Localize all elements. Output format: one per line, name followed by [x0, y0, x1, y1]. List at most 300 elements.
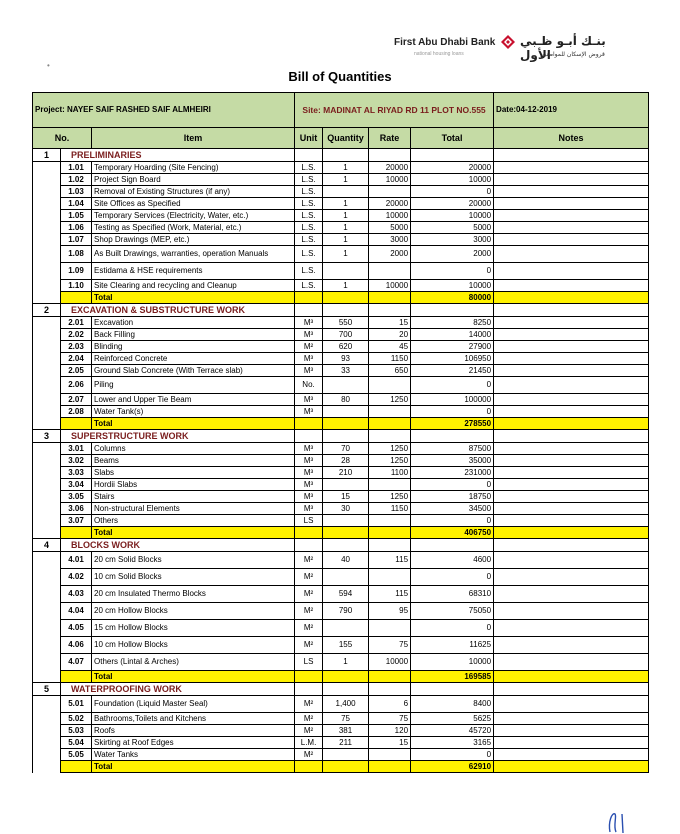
table-row — [33, 234, 649, 246]
item-notes — [494, 749, 649, 761]
item-code: 1.10 — [61, 280, 92, 292]
item-rate: 3000 — [369, 234, 411, 246]
item-description: Blinding — [92, 341, 295, 353]
item-notes — [494, 222, 649, 234]
section-name: PRELIMINARIES — [61, 149, 295, 162]
indent-cell — [33, 162, 61, 174]
item-unit: LS — [295, 515, 323, 527]
item-code: 3.04 — [61, 479, 92, 491]
table-row — [33, 725, 649, 737]
item-unit: M³ — [295, 394, 323, 406]
item-total: 27900 — [411, 341, 494, 353]
item-quantity: 70 — [323, 443, 369, 455]
item-quantity — [323, 749, 369, 761]
section-header-row — [33, 539, 649, 552]
item-unit: L.S. — [295, 263, 323, 280]
item-total: 106950 — [411, 353, 494, 365]
item-quantity — [323, 377, 369, 394]
empty-cell — [494, 418, 649, 430]
empty-cell — [494, 761, 649, 773]
item-total: 21450 — [411, 365, 494, 377]
col-item-header: Item — [92, 128, 295, 149]
item-quantity: 210 — [323, 467, 369, 479]
site-name: Site: MADINAT AL RIYAD RD 11 PLOT NO.555 — [295, 93, 494, 128]
indent-cell — [33, 394, 61, 406]
indent-cell — [33, 377, 61, 394]
item-description: Ground Slab Concrete (With Terrace slab) — [92, 365, 295, 377]
item-notes — [494, 491, 649, 503]
item-unit: M² — [295, 341, 323, 353]
item-code: 1.08 — [61, 246, 92, 263]
empty-cell — [323, 683, 369, 696]
item-quantity: 1 — [323, 222, 369, 234]
indent-cell — [33, 725, 61, 737]
empty-cell — [323, 292, 369, 304]
item-description: Water Tank(s) — [92, 406, 295, 418]
item-total: 10000 — [411, 210, 494, 222]
section-number: 4 — [33, 539, 61, 552]
item-quantity — [323, 406, 369, 418]
item-rate: 15 — [369, 317, 411, 329]
indent-cell — [33, 552, 61, 569]
empty-cell — [411, 683, 494, 696]
item-quantity: 1 — [323, 210, 369, 222]
table-row — [33, 654, 649, 671]
item-unit: L.S. — [295, 246, 323, 263]
section-header-row — [33, 149, 649, 162]
empty-cell — [369, 149, 411, 162]
item-code: 1.07 — [61, 234, 92, 246]
item-total: 8250 — [411, 317, 494, 329]
empty-cell — [323, 149, 369, 162]
section-total-label: Total — [92, 527, 295, 539]
item-notes — [494, 654, 649, 671]
table-row — [33, 353, 649, 365]
item-code: 1.01 — [61, 162, 92, 174]
item-quantity: 1 — [323, 654, 369, 671]
item-rate: 1250 — [369, 455, 411, 467]
item-notes — [494, 603, 649, 620]
item-unit: M² — [295, 637, 323, 654]
item-notes — [494, 586, 649, 603]
section-total-row — [33, 418, 649, 430]
item-description: Reinforced Concrete — [92, 353, 295, 365]
item-quantity: 1 — [323, 280, 369, 292]
item-code: 3.05 — [61, 491, 92, 503]
table-row — [33, 341, 649, 353]
column-header-row — [33, 128, 649, 149]
table-row — [33, 696, 649, 713]
item-total: 5000 — [411, 222, 494, 234]
item-rate — [369, 406, 411, 418]
item-total: 0 — [411, 186, 494, 198]
item-total: 45720 — [411, 725, 494, 737]
item-quantity — [323, 479, 369, 491]
indent-cell — [33, 527, 61, 539]
section-total-value: 278550 — [411, 418, 494, 430]
item-description: As Built Drawings, warranties, operation Manuals — [92, 246, 295, 263]
page-title: Bill of Quantities — [288, 69, 392, 84]
item-rate: 10000 — [369, 174, 411, 186]
empty-cell — [323, 304, 369, 317]
empty-cell — [494, 304, 649, 317]
item-rate — [369, 479, 411, 491]
item-notes — [494, 737, 649, 749]
item-quantity — [323, 186, 369, 198]
item-notes — [494, 198, 649, 210]
item-quantity: 620 — [323, 341, 369, 353]
item-rate: 1250 — [369, 394, 411, 406]
item-unit: No. — [295, 377, 323, 394]
item-code: 2.04 — [61, 353, 92, 365]
indent-cell — [33, 671, 61, 683]
item-notes — [494, 552, 649, 569]
item-rate — [369, 569, 411, 586]
empty-cell — [295, 539, 323, 552]
bill-of-quantities-table — [32, 92, 649, 773]
item-code: 3.06 — [61, 503, 92, 515]
item-code: 4.05 — [61, 620, 92, 637]
item-unit: M³ — [295, 491, 323, 503]
item-total: 0 — [411, 620, 494, 637]
indent-cell — [33, 586, 61, 603]
table-row — [33, 479, 649, 491]
empty-cell — [323, 761, 369, 773]
item-rate: 45 — [369, 341, 411, 353]
table-row — [33, 749, 649, 761]
section-header-row — [33, 683, 649, 696]
indent-cell — [33, 620, 61, 637]
item-unit: L.S. — [295, 234, 323, 246]
item-rate: 15 — [369, 737, 411, 749]
indent-cell — [33, 737, 61, 749]
item-notes — [494, 341, 649, 353]
item-unit: M² — [295, 713, 323, 725]
item-code: 3.07 — [61, 515, 92, 527]
item-total: 0 — [411, 406, 494, 418]
item-notes — [494, 162, 649, 174]
item-quantity: 1 — [323, 162, 369, 174]
indent-cell — [33, 353, 61, 365]
empty-cell — [411, 430, 494, 443]
empty-cell — [494, 671, 649, 683]
item-total: 2000 — [411, 246, 494, 263]
empty-cell — [369, 539, 411, 552]
item-rate: 1250 — [369, 443, 411, 455]
item-notes — [494, 394, 649, 406]
item-rate: 20 — [369, 329, 411, 341]
item-description: 20 cm Hollow Blocks — [92, 603, 295, 620]
item-notes — [494, 406, 649, 418]
item-description: Others — [92, 515, 295, 527]
item-description: Temporary Services (Electricity, Water, etc.) — [92, 210, 295, 222]
indent-cell — [33, 713, 61, 725]
empty-cell — [494, 539, 649, 552]
item-rate — [369, 186, 411, 198]
section-total-row — [33, 527, 649, 539]
table-row — [33, 713, 649, 725]
item-rate: 120 — [369, 725, 411, 737]
item-unit: L.S. — [295, 162, 323, 174]
indent-cell — [33, 503, 61, 515]
indent-cell — [33, 246, 61, 263]
table-row — [33, 198, 649, 210]
item-quantity: 211 — [323, 737, 369, 749]
item-notes — [494, 503, 649, 515]
item-description: Foundation (Liquid Master Seal) — [92, 696, 295, 713]
item-quantity: 700 — [323, 329, 369, 341]
item-notes — [494, 515, 649, 527]
empty-cell — [494, 683, 649, 696]
item-code: 4.04 — [61, 603, 92, 620]
empty-cell — [369, 304, 411, 317]
empty-cell — [411, 149, 494, 162]
empty-cell — [369, 430, 411, 443]
item-unit: M³ — [295, 467, 323, 479]
item-unit: L.S. — [295, 186, 323, 198]
item-notes — [494, 174, 649, 186]
indent-cell — [33, 491, 61, 503]
table-row — [33, 467, 649, 479]
item-notes — [494, 377, 649, 394]
item-quantity: 93 — [323, 353, 369, 365]
item-code: 4.01 — [61, 552, 92, 569]
empty-cell — [61, 418, 92, 430]
table-row — [33, 455, 649, 467]
item-rate: 115 — [369, 586, 411, 603]
item-notes — [494, 329, 649, 341]
item-total: 20000 — [411, 198, 494, 210]
item-unit: L.S. — [295, 198, 323, 210]
item-quantity: 80 — [323, 394, 369, 406]
section-total-label: Total — [92, 418, 295, 430]
empty-cell — [494, 527, 649, 539]
item-description: Shop Drawings (MEP, etc.) — [92, 234, 295, 246]
table-row — [33, 365, 649, 377]
item-unit: L.S. — [295, 210, 323, 222]
item-description: Project Sign Board — [92, 174, 295, 186]
empty-cell — [295, 683, 323, 696]
indent-cell — [33, 418, 61, 430]
item-rate — [369, 263, 411, 280]
item-unit: LS — [295, 654, 323, 671]
section-name: EXCAVATION & SUBSTRUCTURE WORK — [61, 304, 295, 317]
item-description: 15 cm Hollow Blocks — [92, 620, 295, 637]
col-rate-header: Rate — [369, 128, 411, 149]
table-row — [33, 329, 649, 341]
indent-cell — [33, 455, 61, 467]
indent-cell — [33, 186, 61, 198]
item-code: 1.06 — [61, 222, 92, 234]
table-row — [33, 246, 649, 263]
section-name: WATERPROOFING WORK — [61, 683, 295, 696]
table-row — [33, 210, 649, 222]
item-unit: M² — [295, 603, 323, 620]
indent-cell — [33, 654, 61, 671]
item-total: 10000 — [411, 174, 494, 186]
item-quantity: 28 — [323, 455, 369, 467]
item-description: Non-structural Elements — [92, 503, 295, 515]
section-number: 5 — [33, 683, 61, 696]
indent-cell — [33, 749, 61, 761]
indent-cell — [33, 198, 61, 210]
item-code: 2.03 — [61, 341, 92, 353]
item-quantity: 40 — [323, 552, 369, 569]
project-name: Project: NAYEF SAIF RASHED SAIF ALMHEIRI — [33, 93, 295, 128]
item-code: 1.09 — [61, 263, 92, 280]
empty-cell — [369, 292, 411, 304]
item-quantity: 33 — [323, 365, 369, 377]
item-total: 10000 — [411, 654, 494, 671]
item-code: 5.03 — [61, 725, 92, 737]
indent-cell — [33, 406, 61, 418]
item-code: 4.03 — [61, 586, 92, 603]
item-quantity: 1,400 — [323, 696, 369, 713]
item-rate: 1150 — [369, 353, 411, 365]
table-row — [33, 503, 649, 515]
item-unit: M³ — [295, 365, 323, 377]
table-row — [33, 377, 649, 394]
item-description: Removal of Existing Structures (if any) — [92, 186, 295, 198]
empty-cell — [494, 292, 649, 304]
item-total: 0 — [411, 263, 494, 280]
empty-cell — [369, 671, 411, 683]
item-code: 1.02 — [61, 174, 92, 186]
section-number: 1 — [33, 149, 61, 162]
col-quantity-header: Quantity — [323, 128, 369, 149]
item-total: 4600 — [411, 552, 494, 569]
indent-cell — [33, 515, 61, 527]
empty-cell — [295, 527, 323, 539]
item-code: 5.02 — [61, 713, 92, 725]
section-name: SUPERSTRUCTURE WORK — [61, 430, 295, 443]
table-row — [33, 443, 649, 455]
item-rate — [369, 749, 411, 761]
bank-logo — [394, 34, 624, 66]
item-rate: 10000 — [369, 210, 411, 222]
item-total: 0 — [411, 569, 494, 586]
item-total: 11625 — [411, 637, 494, 654]
item-quantity: 30 — [323, 503, 369, 515]
indent-cell — [33, 263, 61, 280]
item-rate: 115 — [369, 552, 411, 569]
item-unit: M² — [295, 620, 323, 637]
item-notes — [494, 234, 649, 246]
empty-cell — [323, 527, 369, 539]
section-number: 2 — [33, 304, 61, 317]
item-total: 0 — [411, 479, 494, 491]
empty-cell — [411, 539, 494, 552]
table-row — [33, 737, 649, 749]
item-total: 14000 — [411, 329, 494, 341]
bank-subtitle-ar: قروض الإسكان للمواطنين — [540, 51, 605, 58]
indent-cell — [33, 222, 61, 234]
item-code: 4.02 — [61, 569, 92, 586]
item-quantity: 594 — [323, 586, 369, 603]
item-quantity: 1 — [323, 246, 369, 263]
item-description: 10 cm Solid Blocks — [92, 569, 295, 586]
item-code: 2.02 — [61, 329, 92, 341]
empty-cell — [295, 430, 323, 443]
scan-mark: • — [47, 61, 50, 70]
section-total-label: Total — [92, 671, 295, 683]
item-description: Columns — [92, 443, 295, 455]
project-header-row — [33, 93, 649, 128]
item-total: 68310 — [411, 586, 494, 603]
table-row — [33, 174, 649, 186]
item-description: Lower and Upper Tie Beam — [92, 394, 295, 406]
item-notes — [494, 620, 649, 637]
item-unit: M³ — [295, 479, 323, 491]
item-code: 2.08 — [61, 406, 92, 418]
indent-cell — [33, 365, 61, 377]
item-description: Testing as Specified (Work, Material, etc.) — [92, 222, 295, 234]
item-unit: M² — [295, 725, 323, 737]
item-total: 0 — [411, 515, 494, 527]
item-rate: 5000 — [369, 222, 411, 234]
item-description: Water Tanks — [92, 749, 295, 761]
item-quantity: 1 — [323, 198, 369, 210]
table-row — [33, 317, 649, 329]
table-row — [33, 162, 649, 174]
item-description: Slabs — [92, 467, 295, 479]
indent-cell — [33, 479, 61, 491]
item-notes — [494, 455, 649, 467]
item-notes — [494, 280, 649, 292]
item-code: 3.02 — [61, 455, 92, 467]
item-description: Hordii Slabs — [92, 479, 295, 491]
indent-cell — [33, 329, 61, 341]
item-description: 10 cm Hollow Blocks — [92, 637, 295, 654]
item-code: 5.04 — [61, 737, 92, 749]
item-unit: L.S. — [295, 222, 323, 234]
item-unit: M³ — [295, 455, 323, 467]
item-quantity: 1 — [323, 174, 369, 186]
indent-cell — [33, 637, 61, 654]
item-description: Beams — [92, 455, 295, 467]
item-notes — [494, 696, 649, 713]
item-rate: 10000 — [369, 654, 411, 671]
section-name: BLOCKS WORK — [61, 539, 295, 552]
item-code: 2.07 — [61, 394, 92, 406]
item-code: 3.01 — [61, 443, 92, 455]
section-total-value: 80000 — [411, 292, 494, 304]
indent-cell — [33, 696, 61, 713]
item-description: Bathrooms,Toilets and Kitchens — [92, 713, 295, 725]
item-description: Others (Lintal & Arches) — [92, 654, 295, 671]
indent-cell — [33, 569, 61, 586]
indent-cell — [33, 292, 61, 304]
item-description: Piling — [92, 377, 295, 394]
table-row — [33, 620, 649, 637]
indent-cell — [33, 317, 61, 329]
item-description: 20 cm Solid Blocks — [92, 552, 295, 569]
item-unit: M³ — [295, 503, 323, 515]
table-row — [33, 394, 649, 406]
item-total: 10000 — [411, 280, 494, 292]
table-row — [33, 569, 649, 586]
bank-name-en: First Abu Dhabi Bank — [394, 37, 496, 48]
empty-cell — [61, 671, 92, 683]
item-notes — [494, 443, 649, 455]
item-total: 8400 — [411, 696, 494, 713]
item-quantity: 75 — [323, 713, 369, 725]
signature-mark — [604, 808, 634, 834]
item-description: Stairs — [92, 491, 295, 503]
item-quantity — [323, 569, 369, 586]
item-total: 231000 — [411, 467, 494, 479]
empty-cell — [494, 149, 649, 162]
